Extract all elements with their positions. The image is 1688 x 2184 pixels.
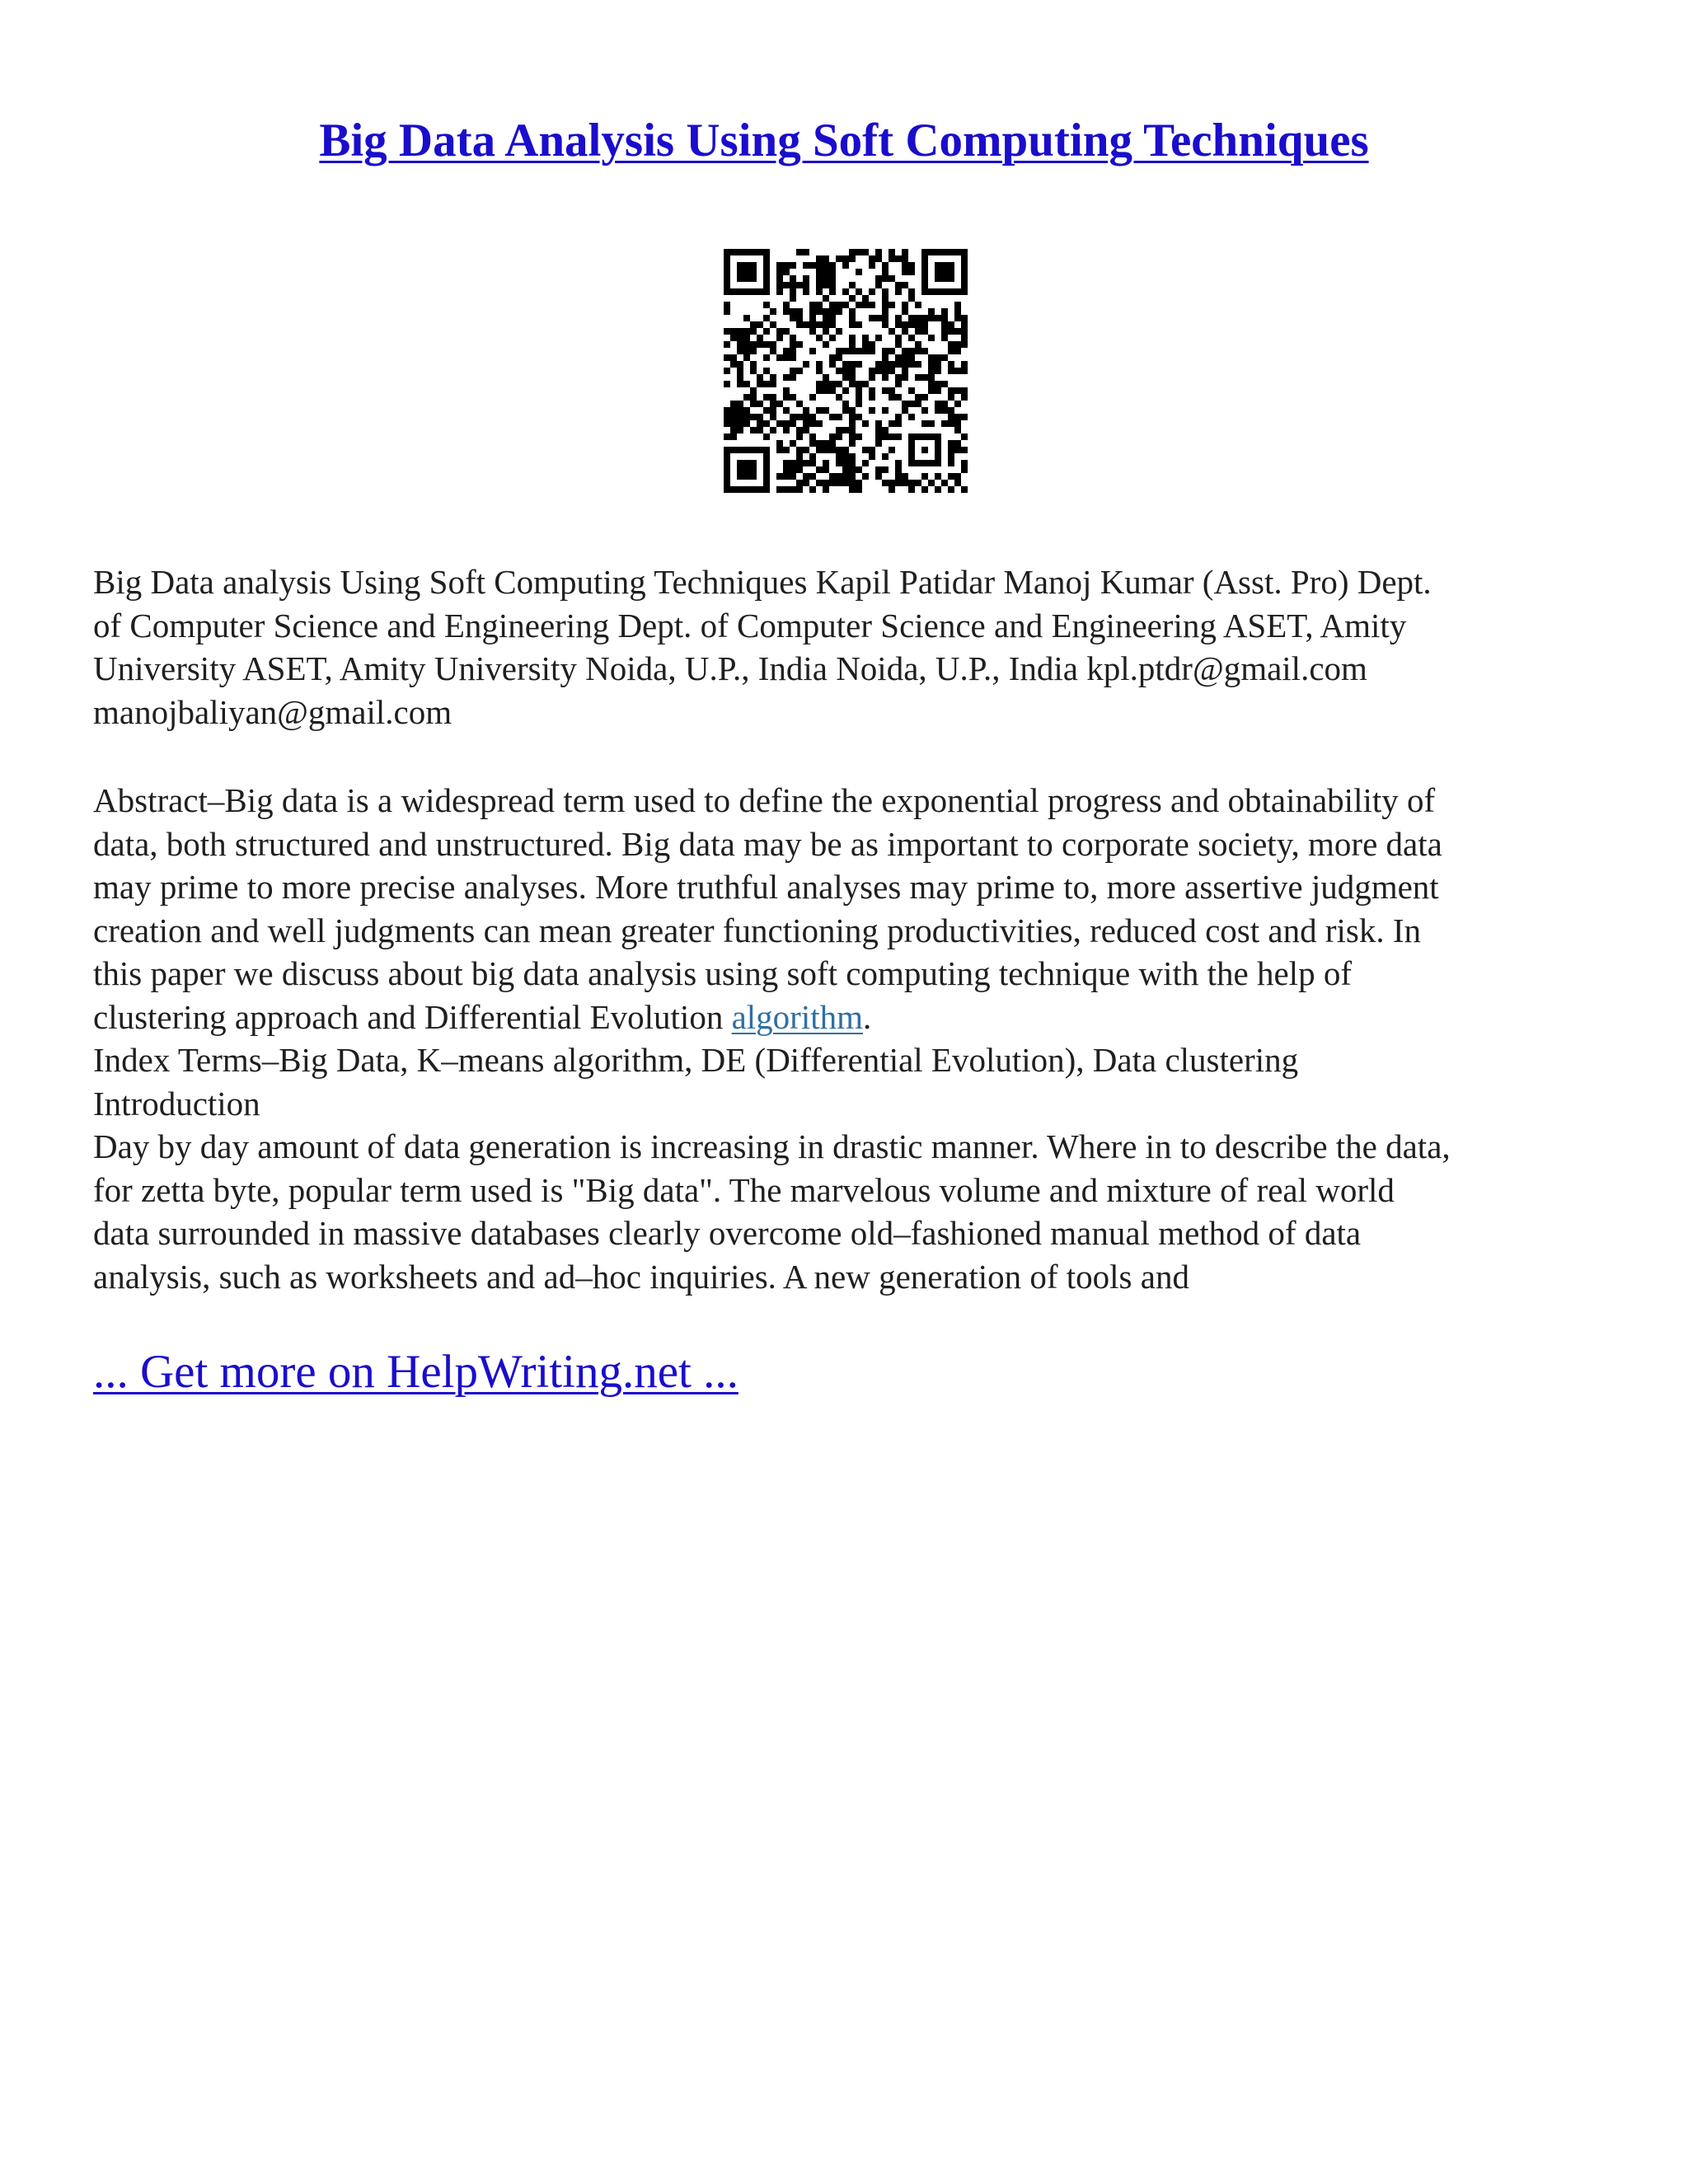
abstract-last-line [93, 996, 1601, 1039]
abstract-line: this paper we discuss about big data analysis using soft computing technique with the help of [93, 954, 1352, 992]
title-link[interactable]: Big Data Analysis Using Soft Computing Techniques [319, 115, 1369, 166]
qr-code-icon [724, 249, 968, 493]
abstract-block [93, 779, 1601, 1298]
intro-line: data surrounded in massive databases clearly overcome old–fashioned manual method of data [93, 1214, 1362, 1252]
author-line: University ASET, Amity University Noida, U.P., India Noida, U.P., India kpl.ptdr@gmail.com [93, 649, 1367, 687]
get-more-link[interactable]: ... Get more on HelpWriting.net ... [93, 1346, 738, 1398]
page-title [0, 114, 1688, 167]
abstract-line: data, both structured and unstructured. Big data may be as important to corporate society, more data [93, 824, 1442, 863]
author-line: of Computer Science and Engineering Dept. of Computer Science and Engineering ASET, Amity [93, 606, 1407, 644]
intro-line: analysis, such as worksheets and ad–hoc inquiries. A new generation of tools and [93, 1257, 1189, 1296]
abstract-line: creation and well judgments can mean greater functioning productivities, reduced cost and risk. In [93, 911, 1421, 949]
author-line: manojbaliyan@gmail.com [93, 692, 452, 731]
author-block [93, 560, 1601, 733]
abstract-last-suffix: . [863, 997, 872, 1036]
section-heading-introduction: Introduction [93, 1084, 260, 1122]
algorithm-link[interactable]: algorithm [731, 997, 863, 1036]
author-line: Big Data analysis Using Soft Computing Techniques Kapil Patidar Manoj Kumar (Asst. Pro) Dept. [93, 563, 1432, 601]
abstract-line: may prime to more precise analyses. More truthful analyses may prime to, more assertive judgment [93, 868, 1439, 906]
intro-line: for zetta byte, popular term used is "Big data". The marvelous volume and mixture of real world [93, 1170, 1395, 1209]
intro-line: Day by day amount of data generation is increasing in drastic manner. Where in to describe the data, [93, 1127, 1451, 1165]
abstract-line: Abstract–Big data is a widespread term used to define the exponential progress and obtainability of [93, 781, 1436, 819]
abstract-last-prefix: clustering approach and Differential Evolution [93, 997, 732, 1036]
index-terms-line: Index Terms–Big Data, K–means algorithm, DE (Differential Evolution), Data clustering [93, 1041, 1299, 1079]
